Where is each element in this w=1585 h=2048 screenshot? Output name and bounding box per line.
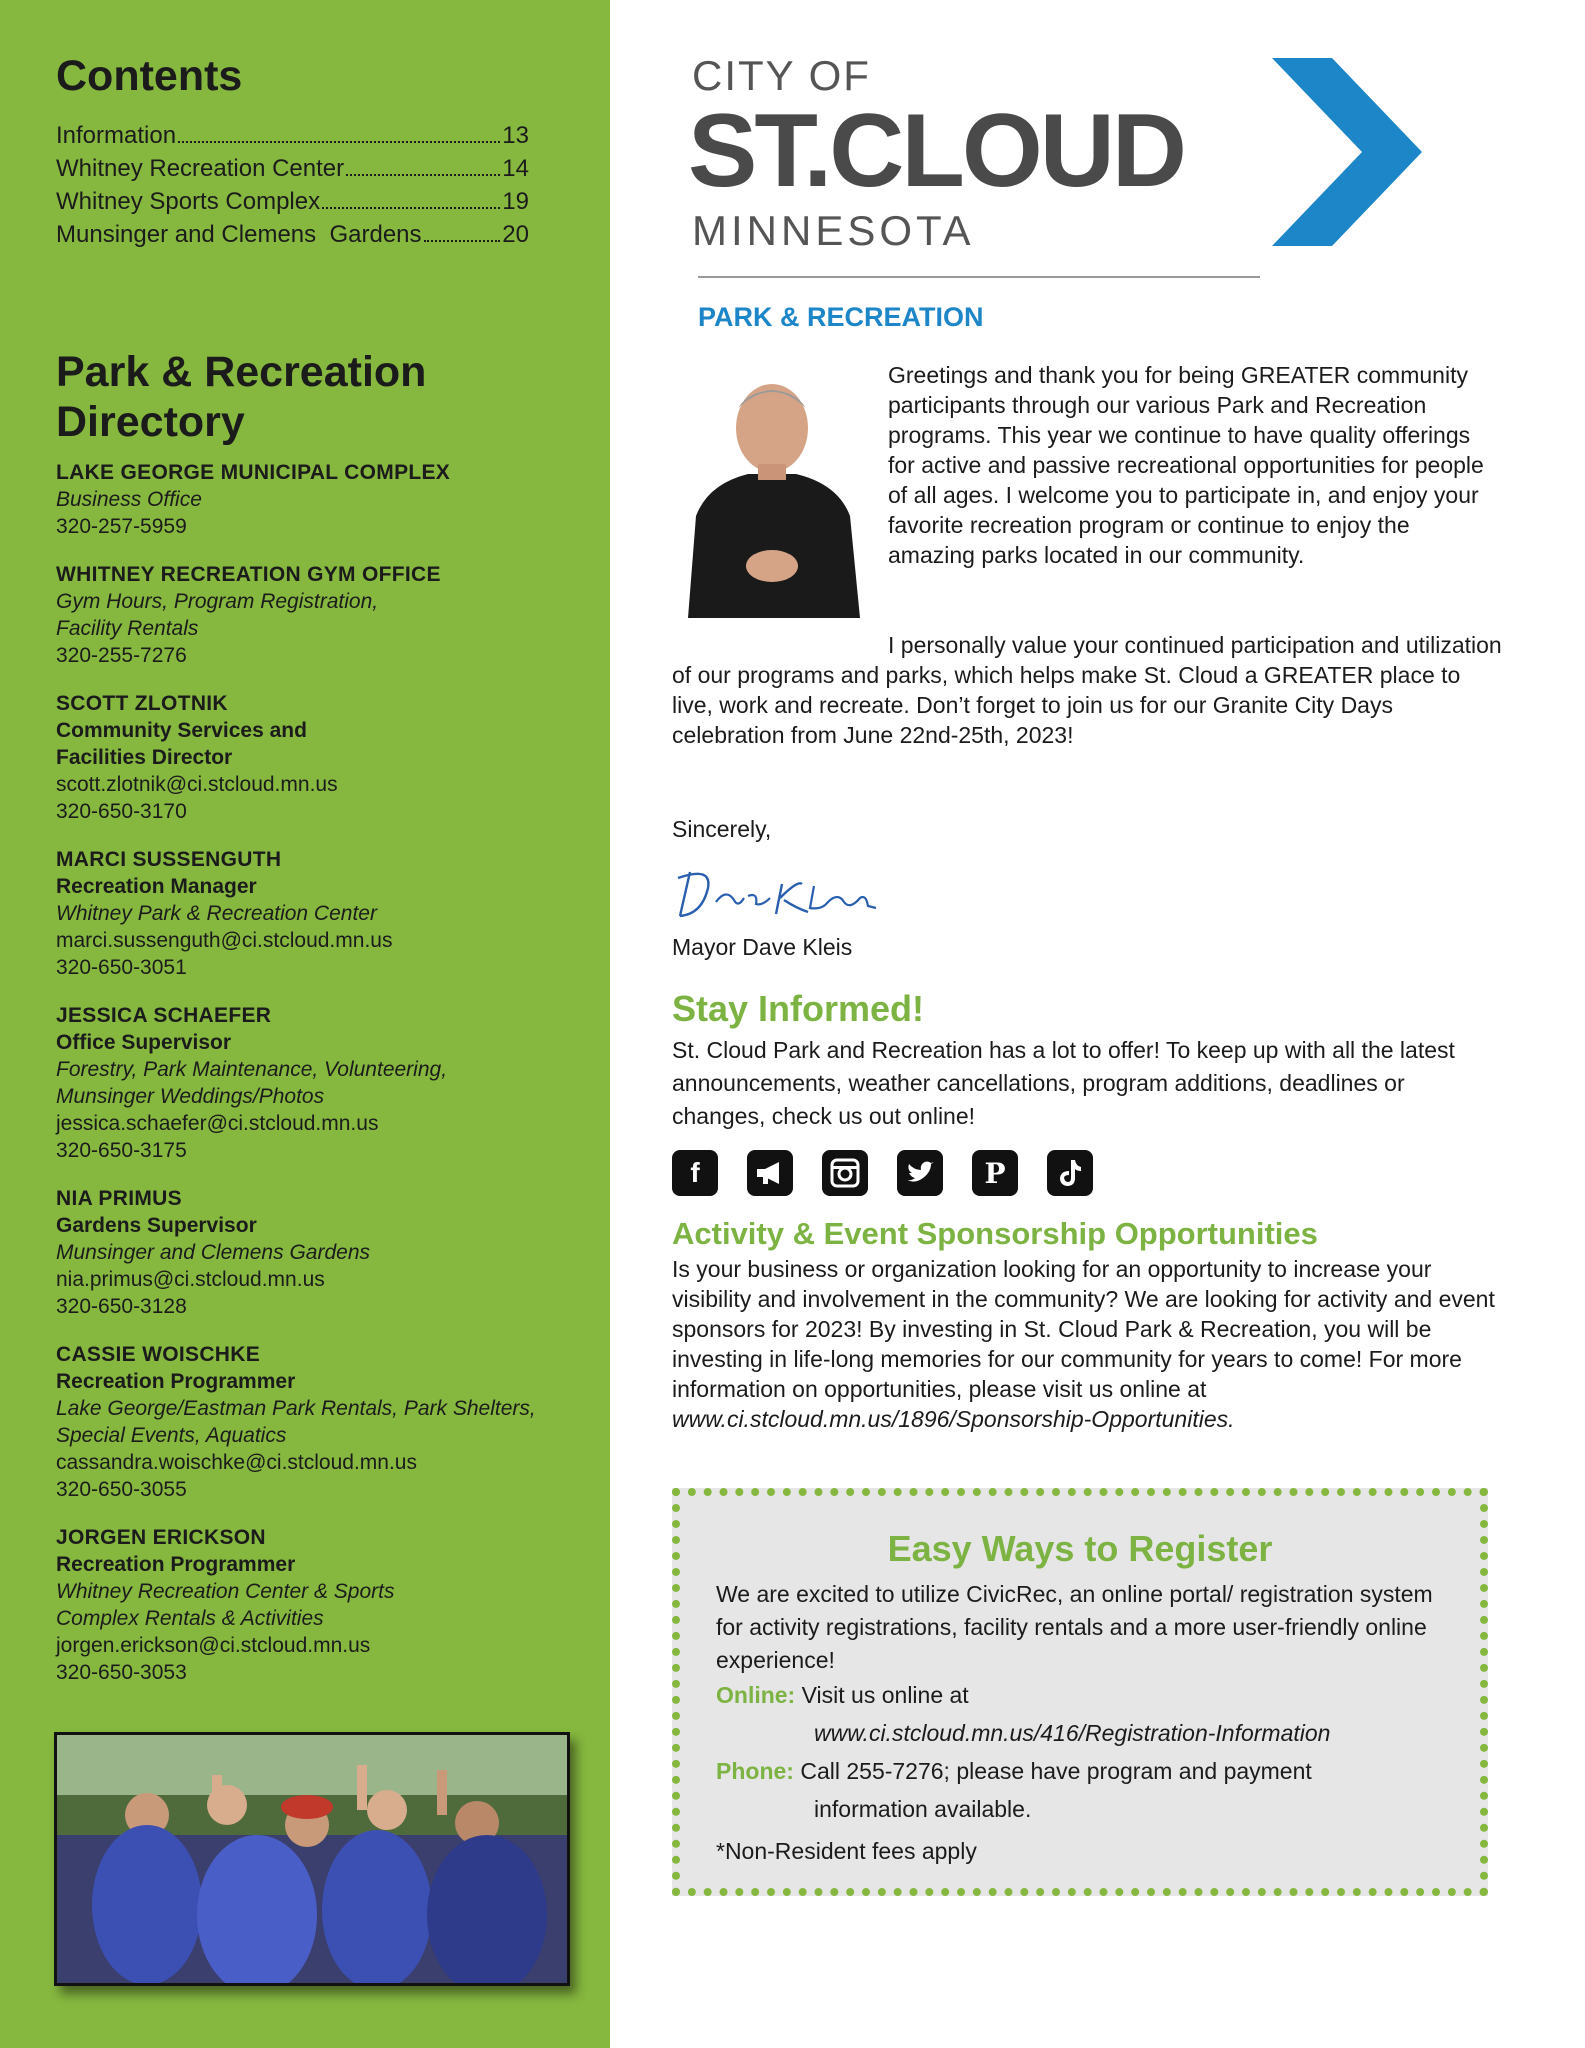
entry-phone[interactable]: 320-650-3128 xyxy=(56,1295,187,1318)
megaphone-icon[interactable] xyxy=(747,1150,793,1196)
entry-name: WHITNEY RECREATION GYM OFFICE xyxy=(56,563,441,586)
entry-title: Community Services and Facilities Director xyxy=(56,719,307,769)
entry-email[interactable]: scott.zlotnik@ci.stcloud.mn.us xyxy=(56,773,338,796)
entry-phone[interactable]: 320-650-3053 xyxy=(56,1661,187,1684)
directory-entry xyxy=(56,1524,596,1686)
phone-label: Phone: xyxy=(716,1758,794,1784)
phone-text: Call 255-7276; please have program and payment xyxy=(800,1758,1312,1784)
directory-heading: Park & Recreation Directory xyxy=(56,348,427,446)
directory-entry xyxy=(56,1185,596,1320)
entry-email[interactable]: jorgen.erickson@ci.stcloud.mn.us xyxy=(56,1634,371,1657)
sponsorship-heading: Activity & Event Sponsorship Opportunities xyxy=(672,1216,1318,1251)
directory-entry xyxy=(56,561,596,669)
department-title: PARK & RECREATION xyxy=(698,302,984,332)
city-logo xyxy=(688,52,1432,282)
toc-page: 20 xyxy=(502,221,529,248)
letter-paragraph-1: Greetings and thank you for being GREATER community participants through our various Park and Recreation programs. This year we continue to have quality offerings for active and passive recreational opportunities for people of all ages. I welcome you to participate in, and enjoy your favorite recreation program or continue to enjoy the amazing parks located in our community. xyxy=(888,362,1484,568)
twitter-icon[interactable] xyxy=(897,1150,943,1196)
toc-item[interactable] xyxy=(56,218,529,251)
online-label: Online: xyxy=(716,1682,796,1708)
directory-list xyxy=(56,459,596,1686)
signature-image xyxy=(672,858,882,924)
phone-text-continued: information available. xyxy=(814,1796,1032,1822)
contents-heading: Contents xyxy=(56,52,243,100)
entry-name: JORGEN ERICKSON xyxy=(56,1526,266,1549)
social-media-links xyxy=(672,1150,1093,1196)
entry-title: Gardens Supervisor xyxy=(56,1214,257,1237)
entry-name: NIA PRIMUS xyxy=(56,1187,182,1210)
sponsorship-text: Is your business or organization looking for an opportunity to increase your visibility and involvement in the community? We are looking for activity and event sponsors for 2023! By investing in St. Cloud Park & Recreation, you will be investing in life-long memories for our community for years to come! For more information on opportunities, please visit us online at xyxy=(672,1256,1495,1402)
sponsorship-link[interactable]: www.ci.stcloud.mn.us/1896/Sponsorship-Opportunities. xyxy=(672,1406,1235,1432)
instagram-icon[interactable] xyxy=(822,1150,868,1196)
toc-item[interactable] xyxy=(56,185,529,218)
entry-email[interactable]: jessica.schaefer@ci.stcloud.mn.us xyxy=(56,1112,379,1135)
entry-description: Lake George/Eastman Park Rentals, Park Shelters, Special Events, Aquatics xyxy=(56,1397,536,1447)
directory-entry xyxy=(56,459,596,540)
online-link[interactable]: www.ci.stcloud.mn.us/416/Registration-Information xyxy=(814,1720,1331,1746)
logo-city-of: CITY OF xyxy=(692,52,871,99)
entry-name: LAKE GEORGE MUNICIPAL COMPLEX xyxy=(56,461,451,484)
directory-entry xyxy=(56,690,596,825)
letter-paragraph-2: I personally value your continued participation and utilization of our programs and parks, which helps make St. Cloud a GREATER place to live, work and recreate. Don’t forget to join us for our Granite City Days celebration from June 22nd-25th, 2023! xyxy=(672,632,1502,748)
entry-name: JESSICA SCHAEFER xyxy=(56,1004,272,1027)
register-box xyxy=(672,1488,1488,1896)
sidebar-content xyxy=(56,52,596,1707)
entry-name: CASSIE WOISCHKE xyxy=(56,1343,261,1366)
sponsorship-body xyxy=(672,1254,1502,1434)
entry-phone[interactable]: 320-255-7276 xyxy=(56,644,187,667)
entry-description: Forestry, Park Maintenance, Volunteering, Munsinger Weddings/Photos xyxy=(56,1058,448,1108)
table-of-contents xyxy=(56,119,596,251)
entry-description: Business Office xyxy=(56,488,202,511)
entry-description: Whitney Recreation Center & Sports Complex Rentals & Activities xyxy=(56,1580,395,1630)
entry-phone[interactable]: 320-257-5959 xyxy=(56,515,187,538)
mayor-signature xyxy=(672,858,882,929)
entry-title: Recreation Programmer xyxy=(56,1553,296,1576)
logo-st-cloud: ST.CLOUD xyxy=(688,93,1184,209)
toc-item[interactable] xyxy=(56,152,529,185)
entry-name: SCOTT ZLOTNIK xyxy=(56,692,228,715)
facebook-icon[interactable]: f xyxy=(672,1150,718,1196)
entry-phone[interactable]: 320-650-3175 xyxy=(56,1139,187,1162)
entry-phone[interactable]: 320-650-3051 xyxy=(56,956,187,979)
toc-label: Information xyxy=(56,122,177,149)
directory-entry xyxy=(56,1341,596,1503)
entry-description: Munsinger and Clemens Gardens xyxy=(56,1241,370,1264)
entry-name: MARCI SUSSENGUTH xyxy=(56,848,282,871)
non-resident-note: *Non-Resident fees apply xyxy=(716,1838,977,1864)
entry-title: Recreation Programmer xyxy=(56,1370,296,1393)
toc-page: 13 xyxy=(502,122,529,149)
entry-phone[interactable]: 320-650-3055 xyxy=(56,1478,187,1501)
entry-email[interactable]: cassandra.woischke@ci.stcloud.mn.us xyxy=(56,1451,417,1474)
toc-label: Munsinger and Clemens Gardens xyxy=(56,221,422,248)
entry-description: Gym Hours, Program Registration, Facility Rentals xyxy=(56,590,379,640)
toc-label: Whitney Sports Complex xyxy=(56,188,321,215)
entry-email[interactable]: marci.sussenguth@ci.stcloud.mn.us xyxy=(56,929,393,952)
team-photo xyxy=(54,1732,570,1986)
toc-label: Whitney Recreation Center xyxy=(56,155,345,182)
toc-item[interactable] xyxy=(56,119,529,152)
pinterest-icon[interactable]: P xyxy=(972,1150,1018,1196)
logo-minnesota: MINNESOTA xyxy=(692,207,975,254)
directory-entry xyxy=(56,846,596,981)
register-phone xyxy=(716,1758,1312,1785)
tiktok-icon[interactable] xyxy=(1047,1150,1093,1196)
entry-email[interactable]: nia.primus@ci.stcloud.mn.us xyxy=(56,1268,325,1291)
entry-title: Recreation Manager xyxy=(56,875,257,898)
stay-informed-heading: Stay Informed! xyxy=(672,988,925,1029)
toc-page: 19 xyxy=(502,188,529,215)
logo-divider xyxy=(698,276,1260,278)
entry-title: Office Supervisor xyxy=(56,1031,232,1054)
sidebar xyxy=(0,0,610,2048)
logo-chevron-icon xyxy=(1272,58,1432,246)
entry-phone[interactable]: 320-650-3170 xyxy=(56,800,187,823)
mayor-photo xyxy=(678,366,866,618)
register-intro: We are excited to utilize CivicRec, an online portal/ registration system for activity registrations, facility rentals and a more user-friendly online experience! xyxy=(716,1581,1433,1673)
register-heading: Easy Ways to Register xyxy=(887,1528,1273,1569)
online-text: Visit us online at xyxy=(801,1682,969,1708)
mayor-portrait xyxy=(678,366,866,618)
entry-description: Whitney Park & Recreation Center xyxy=(56,902,377,925)
stay-informed-body: St. Cloud Park and Recreation has a lot to offer! To keep up with all the latest announcements, weather cancellations, program additions, deadlines or changes, check us out online! xyxy=(672,1037,1455,1129)
toc-page: 14 xyxy=(502,155,529,182)
signer-name: Mayor Dave Kleis xyxy=(672,934,853,960)
letter-closing: Sincerely, xyxy=(672,816,772,842)
team-photo-illustration xyxy=(57,1735,567,1983)
directory-entry xyxy=(56,1002,596,1164)
register-online xyxy=(716,1682,969,1709)
